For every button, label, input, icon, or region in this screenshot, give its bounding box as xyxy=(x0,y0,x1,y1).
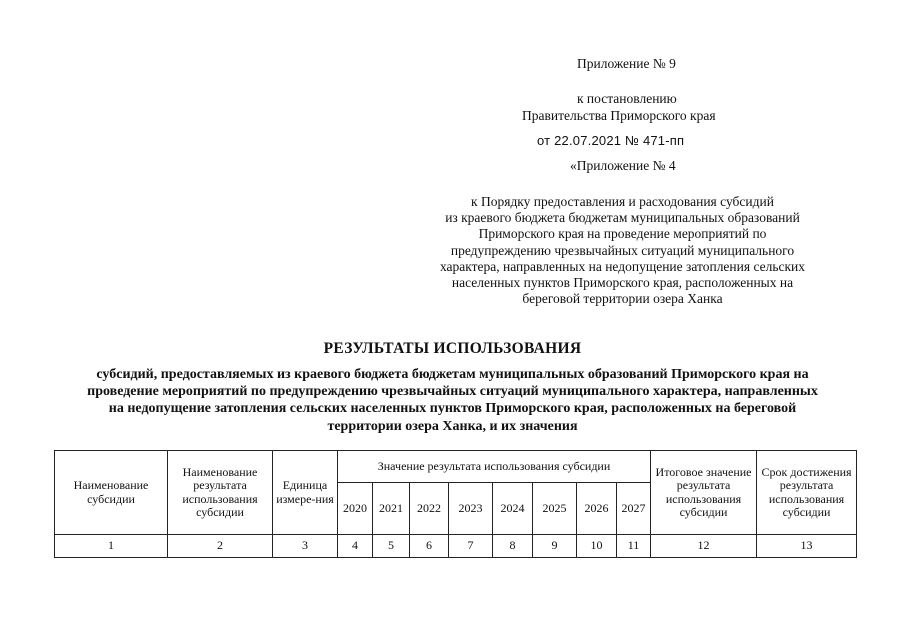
column-number: 1 xyxy=(55,535,168,558)
order-line: из краевого бюджета бюджетам муниципальных образований xyxy=(445,210,800,226)
decree-ref-line1: к постановлению xyxy=(577,91,677,106)
column-number: 11 xyxy=(617,535,651,558)
order-line: предупреждению чрезвычайных ситуаций муниципального xyxy=(450,242,795,258)
document-subtitle xyxy=(20,366,885,435)
header-year: 2020 xyxy=(338,483,373,535)
header-year: 2025 xyxy=(533,483,577,535)
order-line: береговой территории озера Ханка xyxy=(522,291,723,307)
column-number: 5 xyxy=(373,535,410,558)
date-stamp: от 22.07.2021 № 471-пп xyxy=(537,133,685,148)
header-unit: Единица измере-ния xyxy=(273,451,338,535)
header-year: 2022 xyxy=(410,483,449,535)
header-year: 2026 xyxy=(577,483,617,535)
results-table xyxy=(54,450,857,558)
column-number: 3 xyxy=(273,535,338,558)
column-number: 13 xyxy=(757,535,857,558)
column-number: 10 xyxy=(577,535,617,558)
header-result-name: Наименование результата использования субсидии xyxy=(168,451,273,535)
header-total-value: Итоговое значение результата использования субсидии xyxy=(651,451,757,535)
column-number: 12 xyxy=(651,535,757,558)
order-line: характера, направленных на недопущение затопления сельских xyxy=(439,258,806,274)
header-year: 2023 xyxy=(449,483,493,535)
column-number: 8 xyxy=(493,535,533,558)
document-title: РЕЗУЛЬТАТЫ ИСПОЛЬЗОВАНИЯ xyxy=(323,340,582,357)
quoted-appendix-number: «Приложение № 4 xyxy=(570,158,676,173)
subtitle-line: территории озера Ханка, и их значения xyxy=(327,418,578,434)
decree-ref-line2: Правительства Приморского края xyxy=(522,108,716,123)
subtitle-line: субсидий, предоставляемых из краевого бюджета бюджетам муниципальных образований Приморского края на xyxy=(96,367,809,382)
order-line: Приморского края на проведение мероприятий по xyxy=(478,226,767,242)
header-year: 2021 xyxy=(373,483,410,535)
header-year: 2027 xyxy=(617,483,651,535)
column-number: 9 xyxy=(533,535,577,558)
column-number: 4 xyxy=(338,535,373,558)
header-subsidy-name: Наименование субсидии xyxy=(55,451,168,535)
header-deadline: Срок достижения результата использования субсидии xyxy=(757,451,857,535)
order-line: населенных пунктов Приморского края, расположенных на xyxy=(451,275,794,291)
column-number: 6 xyxy=(410,535,449,558)
order-reference xyxy=(400,194,845,307)
subtitle-line: проведение мероприятий по предупреждению чрезвычайных ситуаций муниципального характера, направленных xyxy=(87,384,818,400)
column-number: 2 xyxy=(168,535,273,558)
column-number: 7 xyxy=(449,535,493,558)
header-year: 2024 xyxy=(493,483,533,535)
appendix-number: Приложение № 9 xyxy=(577,56,676,71)
header-values-group: Значение результата использования субсидии xyxy=(338,451,651,483)
order-line: к Порядку предоставления и расходования субсидий xyxy=(471,194,774,209)
subtitle-line: на недопущение затопления сельских населенных пунктов Приморского края, расположенных на береговой xyxy=(108,401,797,417)
